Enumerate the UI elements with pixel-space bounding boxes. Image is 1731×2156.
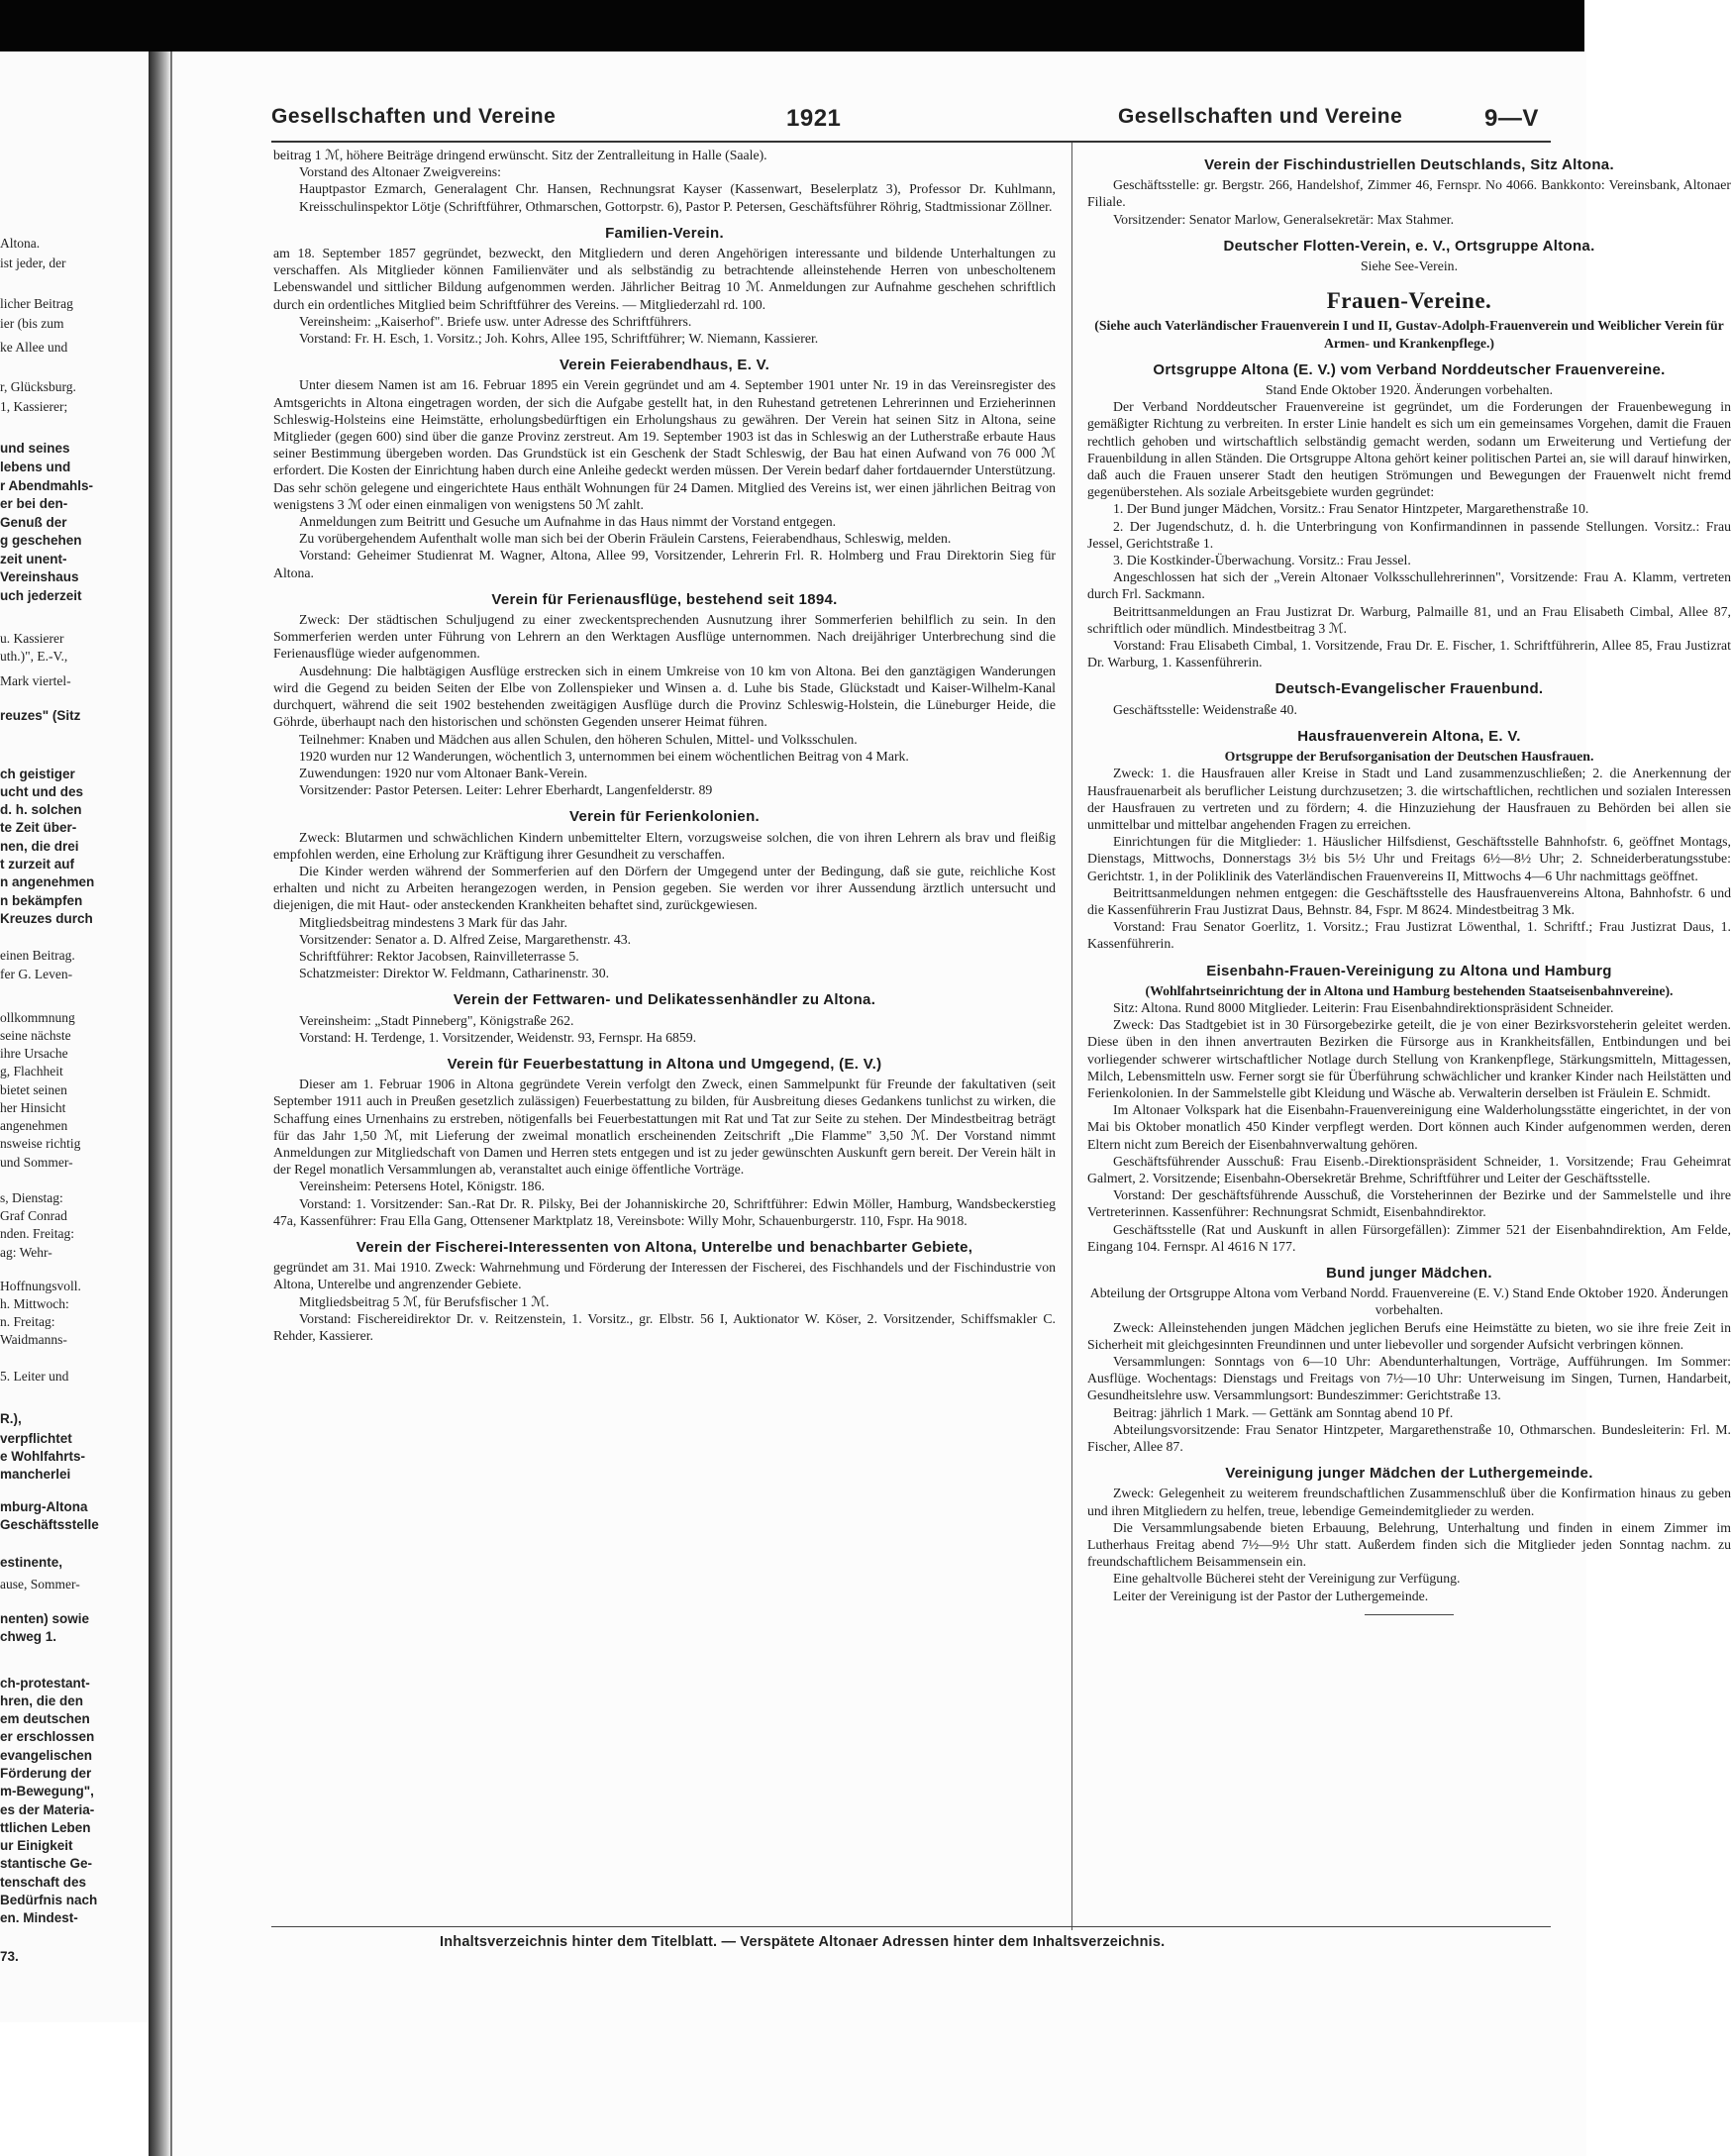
left-page-line: tenschaft des [0,1875,87,1890]
column-right [1087,147,1731,1615]
paragraph: Vorstand: 1. Vorsitzender: San.-Rat Dr. R. Pilsky, Bei der Johanniskirche 20, Schriftführer: Edwin Möller, Hamburg, Wandsbeckerstieg 47a, Kassenführer: Frau Ella Gang, Ottensener Marktplatz 18, Vereinsbote: Willy Mohr, Schauenburgerstr. 110, Fspr. Ha 9018. [273,1195,1056,1228]
book-gutter [149,51,170,2156]
paragraph: Vereinsheim: Petersens Hotel, Königstr. 186. [299,1179,545,1194]
paragraph: gegründet am 31. Mai 1910. Zweck: Wahrnehmung und Förderung der Interessen der Fischerei, des Fischhandels und der Fischindustrie von Altona, Unterelbe und angrenzender Gebiete. [273,1260,1056,1292]
left-page-line: Genuß der [0,515,67,530]
paragraph: Die Kinder werden während der Sommerferien auf den Dörfern der Umgegend unter der Bedingung, daß sie gute, reichliche Kost erhalten und nicht zu Arbeiten herangezogen werden, in Pension gegeben. Sie werden vor ihrer Aussendung ärztlich untersucht und diejenigen, die mit Haut- oder ansteckenden Krankheiten behaftet sind, zurückgewiesen. [273,863,1056,913]
paragraph: Hauptpastor Ezmarch, Generalagent Chr. Hansen, Rechnungsrat Kayser (Kassenwart, Beselerplatz 3), Professor Dr. Kuhlmann, Kreisschulinspektor Lötje (Schriftführer, Othmarschen, Gottorpstr. 6), Pastor P. Petersen, Geschäftsführer Röhrig, Stadtmissionar Zöllner. [299,181,1056,214]
paragraph: Geschäftsstelle: Weidenstraße 40. [1113,701,1297,717]
left-page-line: ollkommnung [0,1010,75,1025]
paragraph: Zweck: Blutarmen und schwächlichen Kindern unbemittelter Eltern, vorzugsweise solchen, die von ihren Lehrern als brav und fleißig empfohlen werden, eine Erholung zur Kräftigung ihrer Gesundheit zu verschaffen. [273,829,1056,862]
paragraph: 3. Die Kostkinder-Überwachung. Vorsitz.: Frau Jessel. [1113,553,1411,568]
paragraph: am 18. September 1857 gegründet, bezweckt, den Mitgliedern und deren Angehörigen interessante und bildende Unterhaltungen zu verschaffen. Als Mitglieder können Familienväter und als selbständig zu betrachtende alleinstehende Herren von unbescholtenem Lebenswandel und sittlicher Bildung aufgenommen werden. Jährlicher Beitrag 10 ℳ. Anmeldungen zur Aufnahme geschehen schriftlich durch ein ordentliches Mitglied beim Schriftführer des Vereins. — Mitgliederzahl rd. 100. [273,246,1056,312]
paragraph: Ortsgruppe der Berufsorganisation der Deutschen Hausfrauen. [1224,749,1594,765]
left-page-line: nen, die drei [0,839,79,854]
left-page-line: Hoffnungsvoll. [0,1279,81,1293]
left-page-line: nenten) sowie [0,1611,90,1626]
section-heading: Verein der Fettwaren- und Delikatessenhändler zu Altona. [453,991,876,1009]
left-page-line: m-Bewegung", [0,1784,94,1798]
paragraph: Zuwendungen: 1920 nur vom Altonaer Bank-Verein. [299,765,588,780]
paragraph: Leiter der Vereinigung ist der Pastor der Luthergemeinde. [1113,1588,1429,1603]
left-page-line: stantische Ge- [0,1856,93,1871]
paragraph: Vorstand: Geheimer Studienrat M. Wagner, Altona, Allee 99, Vorsitzender, Lehrerin Frl. R. Holmberg und Frau Direktorin Sieg für Altona. [273,548,1056,580]
left-page-line: uth.)", E.-V., [0,649,68,664]
left-page-line: h. Mittwoch: [0,1296,69,1311]
left-page-line: ihre Ursache [0,1046,68,1061]
left-page-line: es der Materia- [0,1802,95,1817]
left-page-line: ur Einigkeit [0,1838,73,1853]
left-page-line: seine nächste [0,1028,71,1043]
paragraph: 1920 wurden nur 12 Wanderungen, wöchentlich 3, unternommen bei einem wöchentlichen Beitrag von 4 Mark. [299,748,909,764]
paragraph: beitrag 1 ℳ, höhere Beiträge dringend erwünscht. Sitz der Zentralleitung in Halle (Saale). [273,148,767,162]
left-page-line: ucht und des [0,784,83,799]
paragraph: Anmeldungen zum Beitritt und Gesuche um Aufnahme in das Haus nimmt der Vorstand entgegen. [299,514,837,530]
section-heading: Verein der Fischerei-Interessenten von Altona, Unterelbe und benachbarter Gebiete, [356,1238,973,1256]
header-rule [271,141,1551,143]
left-page-line: angenehmen [0,1118,68,1133]
left-page-line: Bedürfnis nach [0,1893,98,1907]
previous-page-fragment [0,51,149,2022]
document-page [170,51,1731,2156]
paragraph: Unter diesem Namen ist am 16. Februar 1895 ein Verein gegründet und am 4. September 1901 unter Nr. 19 in das Vereinsregister des Amtsgerichts in Altona eingetragen worden, der sich die Aufgabe gestellt hat, in den Ruhestand getretenen Lehrerinnen und Erzieherinnen Schleswig-Holsteins eine Heimstätte, erholungsbedürftigen ein Erholungshaus zu gewähren. Der Verein hat seinen Sitz in Altona, seine Mitglieder (gegen 600) sind über die ganze Provinz zerstreut. Am 19. September 1903 ist das in Schleswig an der Lutherstraße erbaute Haus seiner Bestimmung übergeben worden. Das Grundstück ist ein Geschenk der Stadt Schleswig, der Bau hat einen Aufwand von 76 000 ℳ erfordert. Die Kosten der Einrichtung haben durch eine Anleihe gedeckt werden müssen. Der Verein bedarf daher fortdauernder Unterstützung. Das sehr schön gelegene und eingerichtete Haus enthält Wohnungen für 24 Damen. Mitglied des Vereins ist, wer einen jährlichen Beitrag von wenigstens 3 ℳ oder einen einmaligen von wenigstens 50 ℳ zahlt. [273,377,1056,512]
section-heading: Deutscher Flotten-Verein, e. V., Ortsgruppe Altona. [1223,237,1595,255]
paragraph: Beitrittsanmeldungen an Frau Justizrat Dr. Warburg, Palmaille 81, und an Frau Elisabeth Cimbal, Allee 87, schriftlich oder mündlich. Mindestbeitrag 3 ℳ. [1087,603,1731,636]
section-heading: Bund junger Mädchen. [1326,1264,1492,1282]
left-page-line: verpflichtet [0,1431,72,1446]
paragraph: Vorsitzender: Pastor Petersen. Leiter: Lehrer Eberhardt, Langenfelderstr. 89 [299,782,713,798]
left-page-line: 73. [0,1949,19,1964]
paragraph: Schatzmeister: Direktor W. Feldmann, Catharinenstr. 30. [299,966,610,981]
left-page-line: te Zeit über- [0,820,77,835]
paragraph: Im Altonaer Volkspark hat die Eisenbahn-Frauenvereinigung eine Walderholungsstätte eingerichtet, in der von Mai bis Oktober monatlich 450 Kinder verpflegt werden. Dort können auch Kinder aufgenommen werden, deren Eltern nicht zum Bereich der Eisenbahnverwaltung gehören. [1087,1102,1731,1152]
section-heading: Ortsgruppe Altona (E. V.) vom Verband Norddeutscher Frauenvereine. [1153,360,1666,378]
left-page-line: Förderung der [0,1766,92,1781]
header-year: 1921 [786,105,842,132]
left-page-line: und Sommer- [0,1155,73,1170]
paragraph: Vorsitzender: Senator Marlow, Generalsekretär: Max Stahmer. [1113,211,1455,227]
left-page-line: 1, Kassierer; [0,399,68,414]
left-page-line: mancherlei [0,1467,71,1482]
paragraph: Einrichtungen für die Mitglieder: 1. Häuslicher Hilfsdienst, Geschäftsstelle Bahnhofstr. 6, geöffnet Montags, Dienstags, Mittwochs, Donnerstags 3½ bis 5½ Uhr und Freitags 6½—8½ Uhr; 2. Schneiderberatungsstube: Gerichtstr. 1, in der Poliklinik des Vaterländischen Frauenvereins II, Mittwochs 4—6 Uhr nachmittags geöffnet. [1087,834,1731,883]
paragraph: (Wohlfahrtseinrichtung der in Altona und Hamburg bestehenden Staatseisenbahnvereine). [1145,982,1674,998]
left-page-line: lebens und [0,460,71,474]
section-heading: Verein für Feuerbestattung in Altona und Umgegend, (E. V.) [447,1055,882,1073]
paragraph: Ausdehnung: Die halbtägigen Ausflüge erstrecken sich in einem Umkreise von 10 km von Altona. Bei den ganztägigen Wanderungen wird die Gegend zu beiden Seiten der Elbe von Zollenspieker und Winsen a. d. Luhe bis Stade, Glückstadt und Kaiser-Wilhelm-Kanal durchquert, während die seit 1902 bestehenden zweitägigen Ausflüge durch die Provinz Schleswig-Holstein, die Lüneburger Heide, die Göhrde, überhaupt nach den historischen und schönsten Gegenden unserer Heimat führen. [273,663,1056,730]
left-page-line: Geschäftsstelle [0,1517,99,1532]
paragraph: 2. Der Jugendschutz, d. h. die Unterbringung von Konfirmandinnen in passende Stellungen. Vorsitz.: Frau Jessel, Gerichtstraße 1. [1087,518,1731,551]
left-page-line: Altona. [0,236,41,251]
paragraph: Eine gehaltvolle Bücherei steht der Vereinigung zur Verfügung. [1113,1571,1461,1587]
paragraph: Schriftführer: Rektor Jacobsen, Rainvilleterrasse 5. [299,948,579,964]
paragraph: Mitgliedsbeitrag mindestens 3 Mark für das Jahr. [299,914,567,930]
left-page-line: evangelischen [0,1748,93,1763]
section-heading: Familien-Verein. [605,224,724,242]
paragraph: Zu vorübergehendem Aufenthalt wolle man sich bei der Oberin Fräulein Carstens, Feierabendhaus, Schleswig, melden. [299,531,952,547]
left-page-line: u. Kassierer [0,631,64,646]
paragraph: Der Verband Norddeutscher Frauenvereine ist gegründet, um die Forderungen der Frauenbewegung in gemäßigter Richtung zu verbreiten. In erster Linie handelt es sich um ein gemeinsames Vorgehen, damit die Frauen rechtlich gehoben und wirtschaftlich selbständig gemacht werden, sodann um Erweiterung und Vertiefung der Frauenbildung in allen Ständen. Die Ortsgruppe Altona gehört keiner politischen Partei an, sie will darauf hinwirken, daß auch die Frauen unserer Stadt den heutigen Strömungen und Bewegungen der Frauenwelt nicht fremd gegenüberstehen. Als soziale Arbeitsgebiete wurden gegründet: [1087,399,1731,500]
left-page-line: n bekämpfen [0,893,83,908]
left-page-line: Waidmanns- [0,1332,67,1347]
left-page-line: R.), [0,1411,22,1426]
left-page-line: er erschlossen [0,1729,95,1744]
left-page-line: nden. Freitag: [0,1226,74,1241]
left-page-line: em deutschen [0,1711,90,1726]
section-end-rule [1365,1614,1454,1615]
left-page-line: und seines [0,441,70,456]
paragraph: Vorstand: Fischereidirektor Dr. v. Reitzenstein, 1. Vorsitz., gr. Elbstr. 56 I, Auktionator W. Köser, 2. Vorsitzender, Schiffsmakler C. Rehder, Kassierer. [273,1310,1056,1343]
section-heading: Verein für Ferienausflüge, bestehend seit 1894. [491,590,838,608]
left-page-line: g geschehen [0,533,82,548]
paragraph: Beitrittsanmeldungen nehmen entgegen: die Geschäftsstelle des Hausfrauenvereins Altona, Bahnhofstr. 6 und die Kassenführerin Frau Justizrat Daus, Behnstr. 84, Fspr. M 8624. Mindestbeitrag 3 Mk. [1087,884,1731,917]
left-page-line: Vereinshaus [0,569,79,584]
left-page-line: hren, die den [0,1694,84,1708]
left-page-line: en. Mindest- [0,1910,78,1925]
paragraph: Zweck: 1. die Hausfrauen aller Kreise in Stadt und Land zusammenzuschließen; 2. die Anerkennung der Hausfrauenarbeit als beruflicher Leistung durchzusetzen; 3. die wirtschaftlichen, rechtlichen und sozialen Interessen der Hausfrauen zu vertreten und zu fördern; 4. die Hinzuziehung der Hausfrauen zu Behörden bei allen sie unmittelbar und mittelbar angehenden Fragen zu erreichen. [1087,766,1731,832]
paragraph: Stand Ende Oktober 1920. Änderungen vorbehalten. [1265,382,1554,398]
left-page-line: uch jederzeit [0,588,82,603]
paragraph: Zweck: Gelegenheit zu weiterem freundschaftlichen Zusammenschluß über die Konfirmation hinaus zu geben und ihren Mitgliedern zu helfen, treue, lebendige Gemeindemitglieder zu werden. [1087,1486,1731,1518]
left-page-line: estinente, [0,1555,63,1570]
left-page-line: her Hinsicht [0,1100,66,1115]
left-page-line: Kreuzes durch [0,911,93,926]
left-page-line: ist jeder, der [0,256,66,270]
paragraph: (Siehe auch Vaterländischer Frauenverein I und II, Gustav-Adolph-Frauenverein und Weiblicher Verein für Armen- und Krankenpflege.) [1094,318,1724,351]
column-left [273,147,1056,1344]
section-heading: Frauen-Vereine. [1326,288,1492,314]
paragraph: Versammlungen: Sonntags von 6—10 Uhr: Abendunterhaltungen, Vorträge, Aufführungen. Im Sommer: Ausflüge. Wochentags: Dienstags und Freitags von 7½—10 Uhr: Unterweisung im Singen, Turnen, Handarbeit, Gesundheitslehre usw. Versammlungsort: Bundeszimmer: Gerichtstraße 13. [1087,1354,1731,1403]
left-page-line: ttlichen Leben [0,1820,91,1835]
page-number: 9—V [1484,105,1539,132]
paragraph: Vorsitzender: Senator a. D. Alfred Zeise, Margarethenstr. 43. [299,931,632,947]
paragraph: Die Versammlungsabende bieten Erbauung, Belehrung, Unterhaltung und finden in einem Zimmer im Lutherhaus Freitag abend 7½—9½ Uhr statt. Außerdem finden sich die Mitglieder jeden Sonntag nachm. zu freundschaftlichem Beisammensein ein. [1087,1519,1731,1570]
left-page-line: ause, Sommer- [0,1577,80,1591]
paragraph: Vereinsheim: „Kaiserhof". Briefe usw. unter Adresse des Schriftführers. [299,313,692,329]
left-page-line: ag: Wehr- [0,1245,52,1260]
paragraph: Siehe See-Verein. [1360,258,1459,274]
column-divider [1071,143,1072,1930]
left-page-line: ier (bis zum [0,316,64,331]
scanner-edge [0,0,1584,51]
paragraph: Geschäftsstelle: gr. Bergstr. 266, Handelshof, Zimmer 46, Fernspr. No 4066. Bankkonto: Vereinsbank, Altonaer Filiale. [1087,177,1731,210]
left-page-line: e Wohlfahrts- [0,1449,86,1464]
section-heading: Verein der Fischindustriellen Deutschlands, Sitz Altona. [1204,156,1614,173]
left-page-line: reuzes" (Sitz [0,708,81,723]
section-heading: Verein für Ferienkolonien. [568,808,760,826]
paragraph: 1. Der Bund junger Mädchen, Vorsitz.: Frau Senator Hintzpeter, Margarethenstraße 10. [1113,501,1589,517]
left-page-line: ch-protestant- [0,1676,90,1691]
left-page-line: ch geistiger [0,767,75,781]
left-page-line: licher Beitrag [0,296,73,311]
section-heading: Vereinigung junger Mädchen der Luthergemeinde. [1225,1465,1593,1483]
left-page-line: mburg-Altona [0,1499,88,1514]
section-heading: Eisenbahn-Frauen-Vereinigung zu Altona und Hamburg [1206,962,1612,979]
footer-note: Inhaltsverzeichnis hinter dem Titelblatt. — Verspätete Altonaer Adressen hinter dem Inhaltsverzeichnis. [440,1934,1166,1950]
left-page-line: t zurzeit auf [0,857,75,872]
paragraph: Vorstand des Altonaer Zweigvereins: [299,164,501,180]
left-page-line: s, Dienstag: [0,1190,63,1205]
paragraph: Vorstand: Frau Elisabeth Cimbal, 1. Vorsitzende, Frau Dr. E. Fischer, 1. Schriftführerin, Allee 85, Frau Justizrat Dr. Warburg, 1. Kassenführerin. [1087,638,1731,670]
paragraph: Teilnehmer: Knaben und Mädchen aus allen Schulen, den höheren Schulen, Mittel- und Volksschulen. [299,731,858,747]
left-page-line: r, Glücksburg. [0,379,76,394]
paragraph: Vorstand: Fr. H. Esch, 1. Vorsitz.; Joh. Kohrs, Allee 195, Schriftführer; W. Niemann, Kassierer. [299,331,819,347]
paragraph: Zweck: Das Stadtgebiet ist in 30 Fürsorgebezirke geteilt, die je von einer Bezirksvorsteherin geleitet werden. Diese üben in den ihnen anvertrauten Bezirken die Fürsorge aus in Krankheitsfällen, Entbindungen und bei vorliegender schwerer wirtschaftlicher Notlage durch Stellung von Krankenpflege, Stärkungsmitteln, Mittagessen, Milch, Lebensmitteln usw. Ferner sorgt sie für Überführung schwächlicher und kranker Kinder nach Heilstätten und Ferienkolonien. In der Sammelstelle gibt Kleidung und Wäsche ab. Verwalterin derselben ist Fräulein E. Schmidt. [1087,1017,1731,1100]
section-heading: Hausfrauenverein Altona, E. V. [1297,727,1521,745]
left-page-line: n angenehmen [0,874,95,889]
left-page-line: n. Freitag: [0,1314,55,1329]
left-page-line: bietet seinen [0,1082,67,1097]
paragraph: Vorstand: Der geschäftsführende Ausschuß, die Vorsteherinnen der Bezirke und der Sammelstelle und ihre Vertreterinnen. Kassenführer: Rechnungsrat Schmidt, Eisenbahndirektor. [1087,1187,1731,1220]
paragraph: Vorstand: H. Terdenge, 1. Vorsitzender, Weidenstr. 93, Fernspr. Ha 6859. [299,1029,697,1045]
left-page-line: zeit unent- [0,552,67,566]
paragraph: Zweck: Alleinstehenden jungen Mädchen jeglichen Berufs eine Heimstätte zu bieten, wo sie ihre freie Zeit in Sicherheit mit gleichgesinnten Freundinnen und unter liebevoller und sorgender Aufsicht verbringen können. [1087,1319,1731,1352]
left-page-line: Graf Conrad [0,1208,67,1223]
paragraph: Abteilung der Ortsgruppe Altona vom Verband Nordd. Frauenvereine (E. V.) Stand Ende Oktober 1920. Änderungen vorbehalten. [1089,1285,1729,1318]
paragraph: Angeschlossen hat sich der „Verein Altonaer Volksschullehrerinnen", Vorsitzende: Frau A. Klamm, vertreten durch Frl. Sackmann. [1087,569,1731,602]
left-page-line: er bei den- [0,496,68,511]
paragraph: Geschäftsführender Ausschuß: Frau Eisenb.-Direktionspräsident Schneider, 1. Vorsitzende; Frau Geheimrat Galmert, 2. Vorsitzende; Eisenbahn-Obersekretär Brehme, Schriftführer und Leiter der Geschäftsstelle. [1087,1153,1731,1185]
left-page-line: ke Allee und [0,340,68,355]
left-page-line: 5. Leiter und [0,1369,69,1384]
paragraph: Beitrag: jährlich 1 Mark. — Gettänk am Sonntag abend 10 Pf. [1113,1404,1454,1420]
header-left: Gesellschaften und Vereine [271,105,557,128]
paragraph: Zweck: Der städtischen Schuljugend zu einer zweckentsprechenden Ausnutzung ihrer Sommerferien behilflich zu sein. In den Sommerferien werden unter Führung von Lehrern an den Werktagen Ausflüge unternommen. Nach dreijähriger Unterbrechung sind die Ferienausflüge wieder aufgenommen. [273,612,1056,662]
paragraph: Vorstand: Frau Senator Goerlitz, 1. Vorsitz.; Frau Justizrat Löwenthal, 1. Schriftf.; Frau Justizrat Daus, 1. Kassenführerin. [1087,919,1731,952]
left-page-line: g, Flachheit [0,1064,63,1078]
paragraph: Abteilungsvorsitzende: Frau Senator Hintzpeter, Margarethenstraße 10, Othmarschen. Bundesleiterin: Frl. M. Fischer, Allee 87. [1087,1421,1731,1455]
left-page-line: Mark viertel- [0,673,71,688]
left-page-line: r Abendmahls- [0,478,94,493]
left-page-line: nsweise richtig [0,1136,81,1151]
paragraph: Geschäftsstelle (Rat und Auskunft in allen Fürsorgefällen): Zimmer 521 der Eisenbahndirektion, Am Felde, Eingang 104. Fernspr. Al 4616 N 177. [1087,1221,1731,1254]
left-page-line: fer G. Leven- [0,967,73,981]
paragraph: Dieser am 1. Februar 1906 in Altona gegründete Verein verfolgt den Zweck, einen Sammelpunkt für Freunde der fakultativen (seit September 1911 auch in Preußen gesetzlich zulässigen) Feuerbestattung zu bilden, für Ausbreitung dieses Gedankens tunlichst zu wirken, die Schaffung eines Urnenhains zu erstreben, nötigenfalls bei Feuerbestattungen mit Rat und Tat zur Seite zu stehen. Der Mindestbeitrag beträgt für das Jahr 1,50 ℳ, mit Lieferung der zweimal monatlich erscheinenden Zeitschrift „Die Flamme" 3,50 ℳ. Der Vorstand nimmt Anmeldungen zur Mitgliedschaft von Damen und Herren stets entgegen und ist zu jeder gewünschten Auskunft gern bereit. Der Verein hält in der Regel monatlich Versammlungen ab, veranstaltet auch einige öffentliche Vorträge. [273,1077,1056,1178]
footer-rule [271,1926,1551,1927]
paragraph: Vereinsheim: „Stadt Pinneberg", Königstraße 262. [299,1012,574,1028]
left-page-line: chweg 1. [0,1629,57,1644]
left-page-line: d. h. solchen [0,802,82,817]
section-heading: Deutsch-Evangelischer Frauenbund. [1274,680,1544,698]
paragraph: Sitz: Altona. Rund 8000 Mitglieder. Leiterin: Frau Eisenbahndirektionspräsident Schneider. [1113,999,1614,1015]
header-right: Gesellschaften und Vereine [1118,105,1403,128]
page-header [271,105,1557,145]
left-page-line: einen Beitrag. [0,948,75,963]
paragraph: Mitgliedsbeitrag 5 ℳ, für Berufsfischer 1 ℳ. [299,1293,550,1309]
section-heading: Verein Feierabendhaus, E. V. [559,357,770,374]
